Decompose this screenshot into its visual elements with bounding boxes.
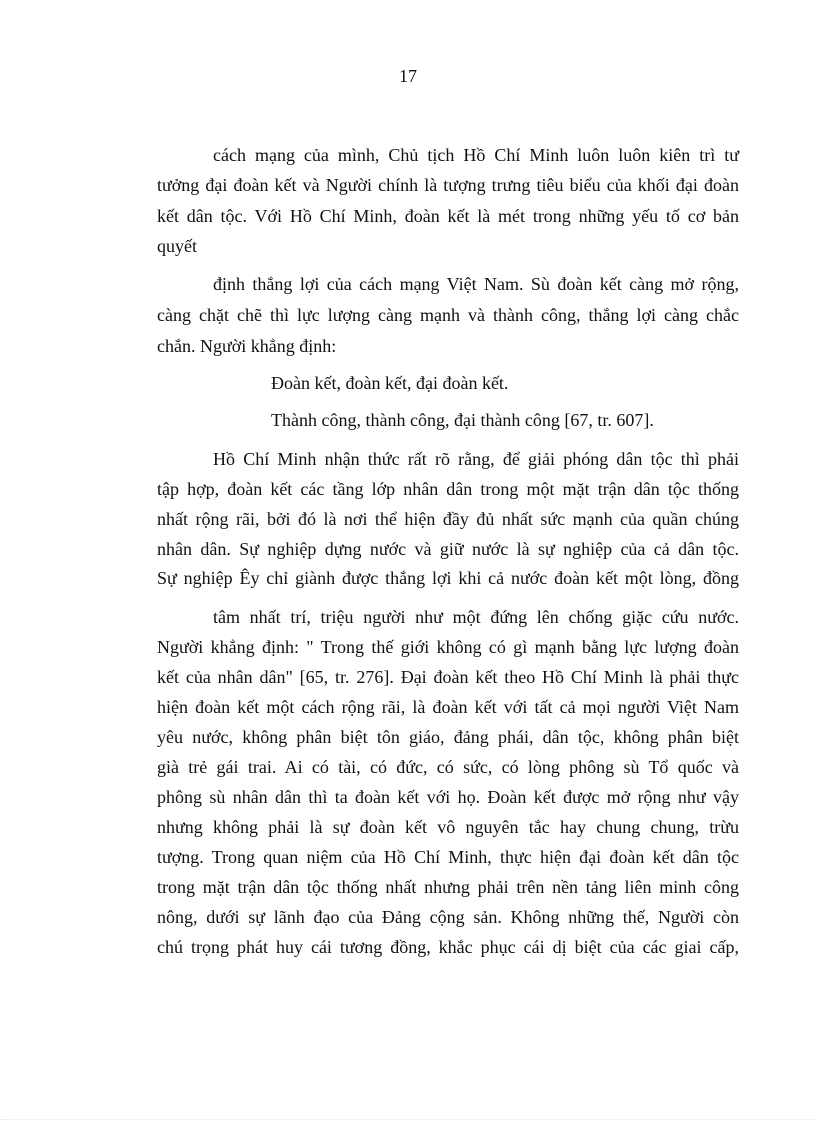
text-line: tập hợp, đoàn kết các tầng lớp nhân dân trong một mặt trận dân tộc thống bbox=[157, 479, 739, 499]
text-line: nhân dân. Sự nghiệp dựng nước và giữ nước là sự nghiệp của cả dân tộc. bbox=[157, 539, 739, 559]
text-line: nông, dưới sự lãnh đạo của Đảng cộng sản. Không những thế, Người còn bbox=[157, 907, 739, 927]
text-line: hiện đoàn kết một cách rộng rãi, là đoàn kết với tất cả mọi người Việt Nam bbox=[157, 697, 739, 717]
text-line: tâm nhất trí, triệu người như một đứng lên chống giặc cứu nước. bbox=[213, 607, 739, 627]
quote-line: Thành công, thành công, đại thành công [67, tr. 607]. bbox=[271, 410, 654, 430]
text-line: nhất rộng rãi, bởi đó là nơi thể hiện đầy đủ nhất sức mạnh của quần chúng bbox=[157, 509, 739, 529]
text-line: Người khẳng định: " Trong thế giới không có gì mạnh bằng lực lượng đoàn bbox=[157, 637, 739, 657]
text-line: quyết bbox=[157, 236, 197, 256]
text-line: kết của nhân dân" [65, tr. 276]. Đại đoàn kết theo Hồ Chí Minh là phải thực bbox=[157, 667, 739, 687]
text-line: phông sù nhân dân thì ta đoàn kết với họ. Đoàn kết được mở rộng như vậy bbox=[157, 787, 739, 807]
quote-line: Đoàn kết, đoàn kết, đại đoàn kết. bbox=[271, 373, 509, 393]
text-line: định thắng lợi của cách mạng Việt Nam. Sù đoàn kết càng mở rộng, bbox=[213, 274, 739, 294]
text-line: kết dân tộc. Với Hồ Chí Minh, đoàn kết là mét trong những yếu tố cơ bản bbox=[157, 206, 739, 226]
text-line: nhưng không phải là sự đoàn kết vô nguyên tắc hay chung chung, trừu bbox=[157, 817, 739, 837]
text-line: chắn. Người khẳng định: bbox=[157, 336, 337, 356]
text-line: yêu nước, không phân biệt tôn giáo, đảng phái, dân tộc, không phân biệt bbox=[157, 727, 739, 747]
text-line: Hồ Chí Minh nhận thức rất rõ rằng, để giải phóng dân tộc thì phải bbox=[213, 449, 739, 469]
text-line: tượng. Trong quan niệm của Hồ Chí Minh, thực hiện đại đoàn kết dân tộc bbox=[157, 847, 739, 867]
page-bottom-divider bbox=[0, 1119, 816, 1120]
page-number: 17 bbox=[399, 66, 417, 86]
text-line: già trẻ gái trai. Ai có tài, có đức, có sức, có lòng phông sù Tổ quốc và bbox=[157, 757, 739, 777]
text-line: tưởng đại đoàn kết và Người chính là tượng trưng tiêu biểu của khối đại đoàn bbox=[157, 175, 739, 195]
text-line: càng chặt chẽ thì lực lượng càng mạnh và thành công, thắng lợi càng chắc bbox=[157, 305, 739, 325]
text-line: chú trọng phát huy cái tương đồng, khắc phục cái dị biệt của các giai cấp, bbox=[157, 937, 739, 957]
text-line: trong mặt trận dân tộc thống nhất nhưng phải trên nền tảng liên minh công bbox=[157, 877, 739, 897]
text-line: Sự nghiệp Êy chỉ giành được thắng lợi khi cả nước đoàn kết một lòng, đồng bbox=[157, 568, 739, 588]
text-line: cách mạng của mình, Chủ tịch Hồ Chí Minh luôn luôn kiên trì tư bbox=[213, 145, 739, 165]
